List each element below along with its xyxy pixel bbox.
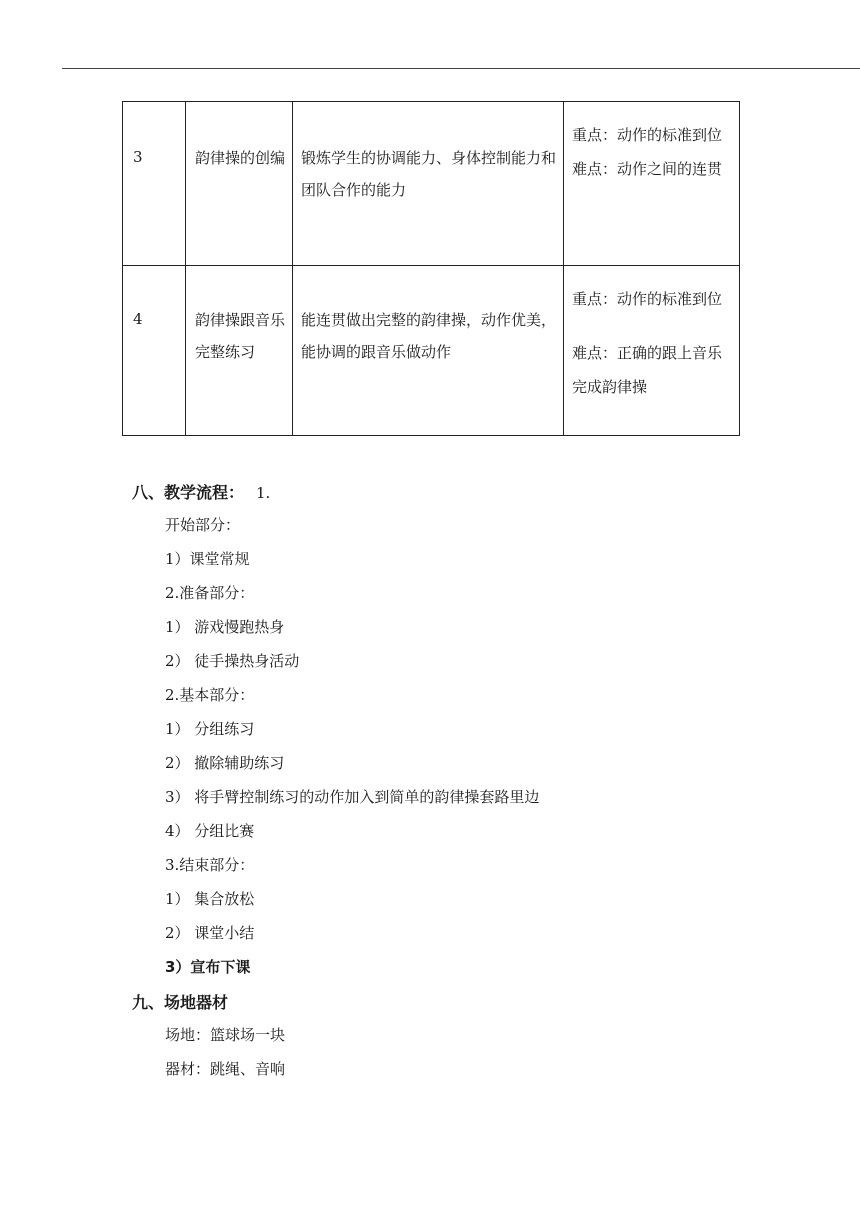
flow-line: 1） 游戏慢跑热身 [165, 618, 285, 636]
flow-line: 1）课堂常规 [165, 550, 250, 568]
flow-line: 3） 将手臂控制练习的动作加入到简单的韵律操套路里边 [165, 788, 540, 806]
equipment-line: 器材：跳绳、音响 [165, 1060, 286, 1078]
content-goal: 锻炼学生的协调能力、身体控制能力和团队合作的能力 [293, 102, 564, 266]
section-8-heading [132, 480, 270, 503]
header-rule [62, 68, 860, 69]
section-8-title-tail: 1. [256, 484, 271, 502]
row-number: 3 [123, 102, 186, 266]
difficult-point: 难点：动作之间的连贯 [572, 160, 723, 178]
venue-line: 场地：篮球场一块 [165, 1026, 286, 1044]
flow-line: 2） 撤除辅助练习 [165, 754, 285, 772]
key-points-cell [564, 102, 740, 266]
flow-line: 3.结束部分： [165, 856, 255, 874]
flow-line: 2） 课堂小结 [165, 924, 255, 942]
flow-line: 4） 分组比赛 [165, 822, 255, 840]
flow-line: 1） 集合放松 [165, 890, 255, 908]
key-point: 重点：动作的标准到位 [572, 290, 723, 308]
table-row [123, 266, 740, 436]
flow-line: 2.基本部分： [165, 686, 255, 704]
flow-line: 3）宣布下课 [165, 958, 251, 976]
key-point: 重点：动作的标准到位 [572, 126, 723, 144]
flow-line: 2.准备部分： [165, 584, 255, 602]
section-9-heading: 九、场地器材 [132, 993, 229, 1012]
flow-line: 2） 徒手操热身活动 [165, 652, 300, 670]
content-name: 韵律操跟音乐完整练习 [186, 266, 293, 436]
flow-line: 1） 分组练习 [165, 720, 255, 738]
difficult-point: 难点：正确的跟上音乐完成韵律操 [572, 344, 723, 396]
key-points-cell [564, 266, 740, 436]
teaching-content-table [122, 101, 740, 436]
flow-line: 开始部分： [165, 516, 241, 534]
row-number: 4 [123, 266, 186, 436]
content-goal: 能连贯做出完整的韵律操，动作优美，能协调的跟音乐做动作 [293, 266, 564, 436]
content-name: 韵律操的创编 [186, 102, 293, 266]
section-8-title: 八、教学流程： [132, 483, 245, 502]
table-row [123, 102, 740, 266]
